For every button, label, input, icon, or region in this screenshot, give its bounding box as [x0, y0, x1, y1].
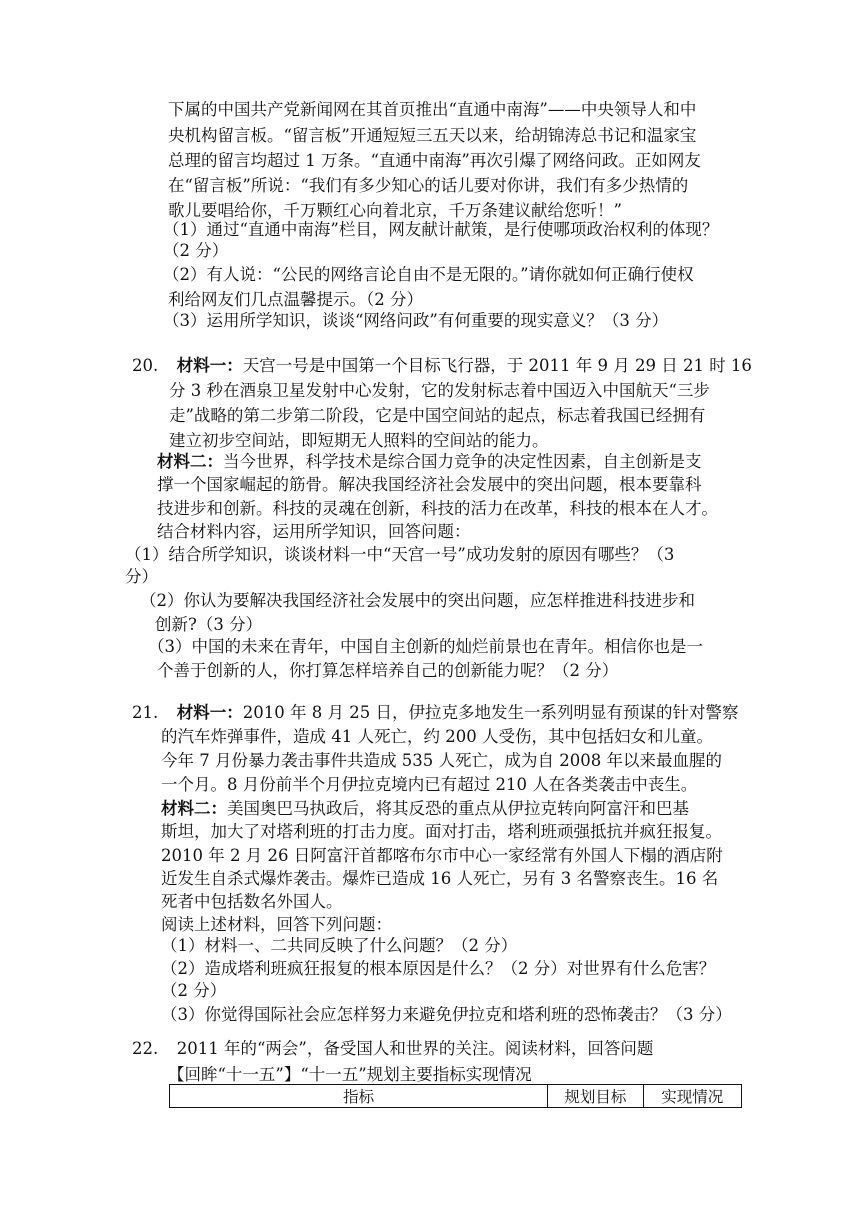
q20-question-2-cont: 创新?（3 分）	[155, 615, 263, 634]
q20-material-2-label: 材料二：	[157, 452, 223, 471]
q20-m1-line-3: 走”战略的第二步第二阶段，它是中国空间站的起点，标志着我国已经拥有	[169, 406, 706, 425]
q19-line-4: 在“留言板”所说：“我们有多少知心的话儿要对你讲，我们有多少热情的	[168, 176, 689, 195]
q20-question-3-cont: 个善于创新的人，你打算怎样培养自己的创新能力呢？（2 分）	[157, 661, 619, 680]
q21-m2-line-4: 近发生自杀式爆炸袭击。爆炸已造成 16 人死亡，另有 3 名警察丧生。16 名	[161, 869, 719, 888]
q20-question-2: （2）你认为要解决我国经济社会发展中的突出问题，应怎样推进科技进步和	[140, 591, 695, 610]
q21-m1-line-3: 今年 7 月份暴力袭击事件共造成 535 人死亡，成为自 2008 年以来最血腥的	[161, 751, 722, 770]
q20-material-1-label: 材料一：	[176, 356, 243, 375]
q21-question-2: （2）造成塔利班疯狂报复的根本原因是什么？（2 分）对世界有什么危害？	[161, 959, 716, 978]
q21-material-2-label: 材料二：	[161, 799, 227, 818]
indicator-table	[169, 1084, 742, 1108]
q22-table-caption: 【回眸“十一五”】“十一五”规划主要指标实现情况	[168, 1065, 532, 1084]
q20-m2-line-1	[157, 451, 702, 473]
table-header-row	[170, 1085, 742, 1108]
q22-intro: 2011 年的“两会”，备受国人和世界的关注。阅读材料，回答问题	[176, 1039, 654, 1058]
q20-m1-line-4: 建立初步空间站，即短期无人照料的空间站的能力。	[169, 431, 549, 450]
q21-m2-line-2: 斯坦，加大了对塔利班的打击力度。面对打击，塔利班顽强抵抗并疯狂报复。	[161, 822, 722, 841]
q20-question-1: （1）结合所学知识，谈谈材料一中“天宫一号”成功发射的原因有哪些？（3	[125, 545, 675, 564]
q21-question-3: （3）你觉得国际社会应怎样努力来避免伊拉克和塔利班的恐怖袭击？（3 分）	[161, 1005, 732, 1024]
q19-question-2-cont: 利给网友们几点温馨提示。（2 分）	[168, 290, 423, 309]
q20-material-1-text: 天宫一号是中国第一个目标飞行器，于 2011 年 9 月 29 日 21 时 16	[242, 356, 752, 375]
header-indicator: 指标	[170, 1085, 548, 1108]
q20-m2-line-3: 技进步和创新。科技的灵魂在创新，科技的活力在改革，科技的根本在人才。	[157, 499, 718, 518]
q19-line-1: 下属的中国共产党新闻网在其首页推出“直通中南海”——中央领导人和中	[168, 100, 697, 119]
q21-m2-line-1	[161, 798, 689, 820]
q20-instruction: 结合材料内容，运用所学知识，回答问题：	[157, 522, 471, 541]
q21-material-2-text: 美国奥巴马执政后，将其反恐的重点从伊拉克转向阿富汗和巴基	[227, 799, 689, 818]
q19-question-3: （3）运用所学知识，谈谈“网络问政”有何重要的现实意义？（3 分）	[163, 311, 669, 330]
q19-line-2: 央机构留言板。“留言板”开通短短三五天以来，给胡锦涛总书记和温家宝	[168, 126, 697, 145]
q21-first-line	[132, 702, 738, 724]
q21-question-2-cont: （2 分）	[161, 981, 227, 1000]
q20-material-2-text: 当今世界，科学技术是综合国力竞争的决定性因素，自主创新是支	[223, 452, 702, 471]
q19-line-5: 歌儿要唱给你，千万颗红心向着北京，千万条建议献给您听！”	[168, 201, 622, 220]
q20-question-1-cont: 分）	[125, 567, 158, 586]
q21-m1-line-2: 的汽车炸弹事件，造成 41 人死亡，约 200 人受伤，其中包括妇女和儿童。	[161, 727, 713, 746]
q19-line-3: 总理的留言均超过 1 万条。“直通中南海”再次引爆了网络问政。正如网友	[168, 151, 701, 170]
q21-material-1-label: 材料一：	[176, 703, 243, 722]
q19-question-1-score: （2 分）	[163, 241, 229, 260]
q21-instruction: 阅读上述材料，回答下列问题：	[161, 915, 392, 934]
q20-question-3: （3）中国的未来在青年，中国自主创新的灿烂前景也在青年。相信你也是一	[148, 637, 703, 656]
q19-question-2: （2）有人说：“公民的网络言论自由不是无限的。”请你就如何正确行使权	[163, 265, 694, 284]
q20-number: 20.	[132, 356, 159, 375]
header-actual-result: 实现情况	[643, 1085, 741, 1108]
q20-m2-line-2: 撑一个国家崛起的筋骨。解决我国经济社会发展中的突出问题，根本要靠科	[157, 475, 702, 494]
q21-m2-line-3: 2010 年 2 月 26 日阿富汗首都喀布尔市中心一家经常有外国人下榻的酒店附	[161, 846, 723, 865]
q19-question-1: （1）通过“直通中南海”栏目，网友献计献策，是行使哪项政治权利的体现？	[163, 220, 719, 239]
q21-question-1: （1）材料一、二共同反映了什么问题？（2 分）	[161, 936, 518, 955]
q22-first-line	[132, 1038, 653, 1060]
header-planned-target: 规划目标	[548, 1085, 643, 1108]
q21-m1-line-4: 一个月。8 月份前半个月伊拉克境内已有超过 210 人在各类袭击中丧生。	[161, 775, 698, 794]
q22-number: 22.	[132, 1039, 159, 1058]
q20-m1-line-2: 分 3 秒在酒泉卫星发射中心发射，它的发射标志着中国迈入中国航天“三步	[169, 381, 710, 400]
q21-m2-line-5: 死者中包括数名外国人。	[161, 892, 343, 911]
q20-first-line	[132, 355, 752, 377]
q21-number: 21.	[132, 703, 159, 722]
q21-material-1-text: 2010 年 8 月 25 日，伊拉克多地发生一系列明显有预谋的针对警察	[242, 703, 739, 722]
